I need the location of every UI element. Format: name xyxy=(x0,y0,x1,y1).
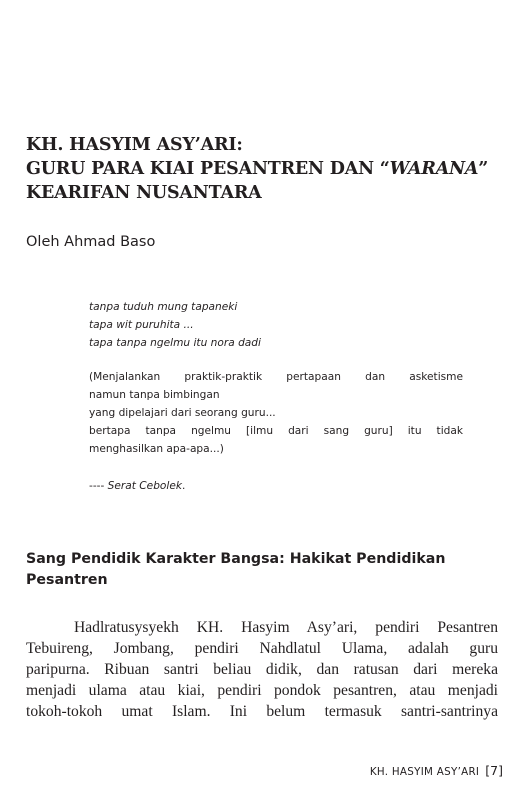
translation-line: (Menjalankan praktik-praktik pertapaan dan asketisme xyxy=(89,371,463,383)
chapter-title-italic-word: WARANA xyxy=(389,159,479,179)
translation-line: yang dipelajari dari seorang guru... xyxy=(89,407,276,419)
chapter-title-line-2-prefix: GURU PARA KIAI PESANTREN DAN “ xyxy=(26,159,390,179)
source-title: Serat Cebolek xyxy=(107,480,182,492)
section-heading xyxy=(26,549,506,591)
page-footer xyxy=(340,762,503,781)
chapter-title-line-3: KEARIFAN NUSANTARA xyxy=(26,183,262,203)
epigraph-translation xyxy=(89,368,463,458)
author-byline: Oleh Ahmad Baso xyxy=(26,234,156,250)
translation-line: namun tanpa bimbingan xyxy=(89,389,220,401)
chapter-title-line-2-suffix: ” xyxy=(478,159,489,179)
verse-line: tanpa tuduh mung tapaneki xyxy=(89,301,238,313)
translation-line: menghasilkan apa-apa...) xyxy=(89,443,224,455)
section-heading-line-1: Sang Pendidik Karakter Bangsa: Hakikat Pendidikan xyxy=(26,551,446,567)
paragraph-line: Tebuireng, Jombang, pendiri Nahdlatul Ulama, adalah guru xyxy=(26,640,498,657)
verse-line: tapa tanpa ngelmu itu nora dadi xyxy=(89,337,261,349)
body-paragraph xyxy=(26,617,498,722)
chapter-title xyxy=(26,133,506,205)
paragraph-line: Hadlratusysyekh KH. Hasyim Asy’ari, pendiri Pesantren xyxy=(74,619,498,636)
running-head: KH. HASYIM ASY’ARI xyxy=(369,766,480,778)
paragraph-line: tokoh-tokoh umat Islam. Ini belum termasuk santri-santrinya xyxy=(26,703,498,720)
paragraph-line: paripurna. Ribuan santri beliau didik, dan ratusan dari mereka xyxy=(26,661,498,678)
paragraph-line: menjadi ulama atau kiai, pendiri pondok pesantren, atau menjadi xyxy=(26,682,498,699)
page-number: [7] xyxy=(485,763,503,778)
source-suffix: . xyxy=(182,480,186,492)
epigraph xyxy=(89,298,463,495)
verse-line: tapa wit puruhita ... xyxy=(89,319,194,331)
epigraph-source xyxy=(89,477,463,495)
epigraph-verse xyxy=(89,298,463,352)
chapter-title-line-2 xyxy=(26,157,506,181)
chapter-title-line-1: KH. HASYIM ASY’ARI: xyxy=(26,135,243,155)
source-prefix: ---- xyxy=(89,480,108,492)
section-heading-line-2: Pesantren xyxy=(26,572,108,588)
translation-line: bertapa tanpa ngelmu [ilmu dari sang guru] itu tidak xyxy=(89,425,463,437)
